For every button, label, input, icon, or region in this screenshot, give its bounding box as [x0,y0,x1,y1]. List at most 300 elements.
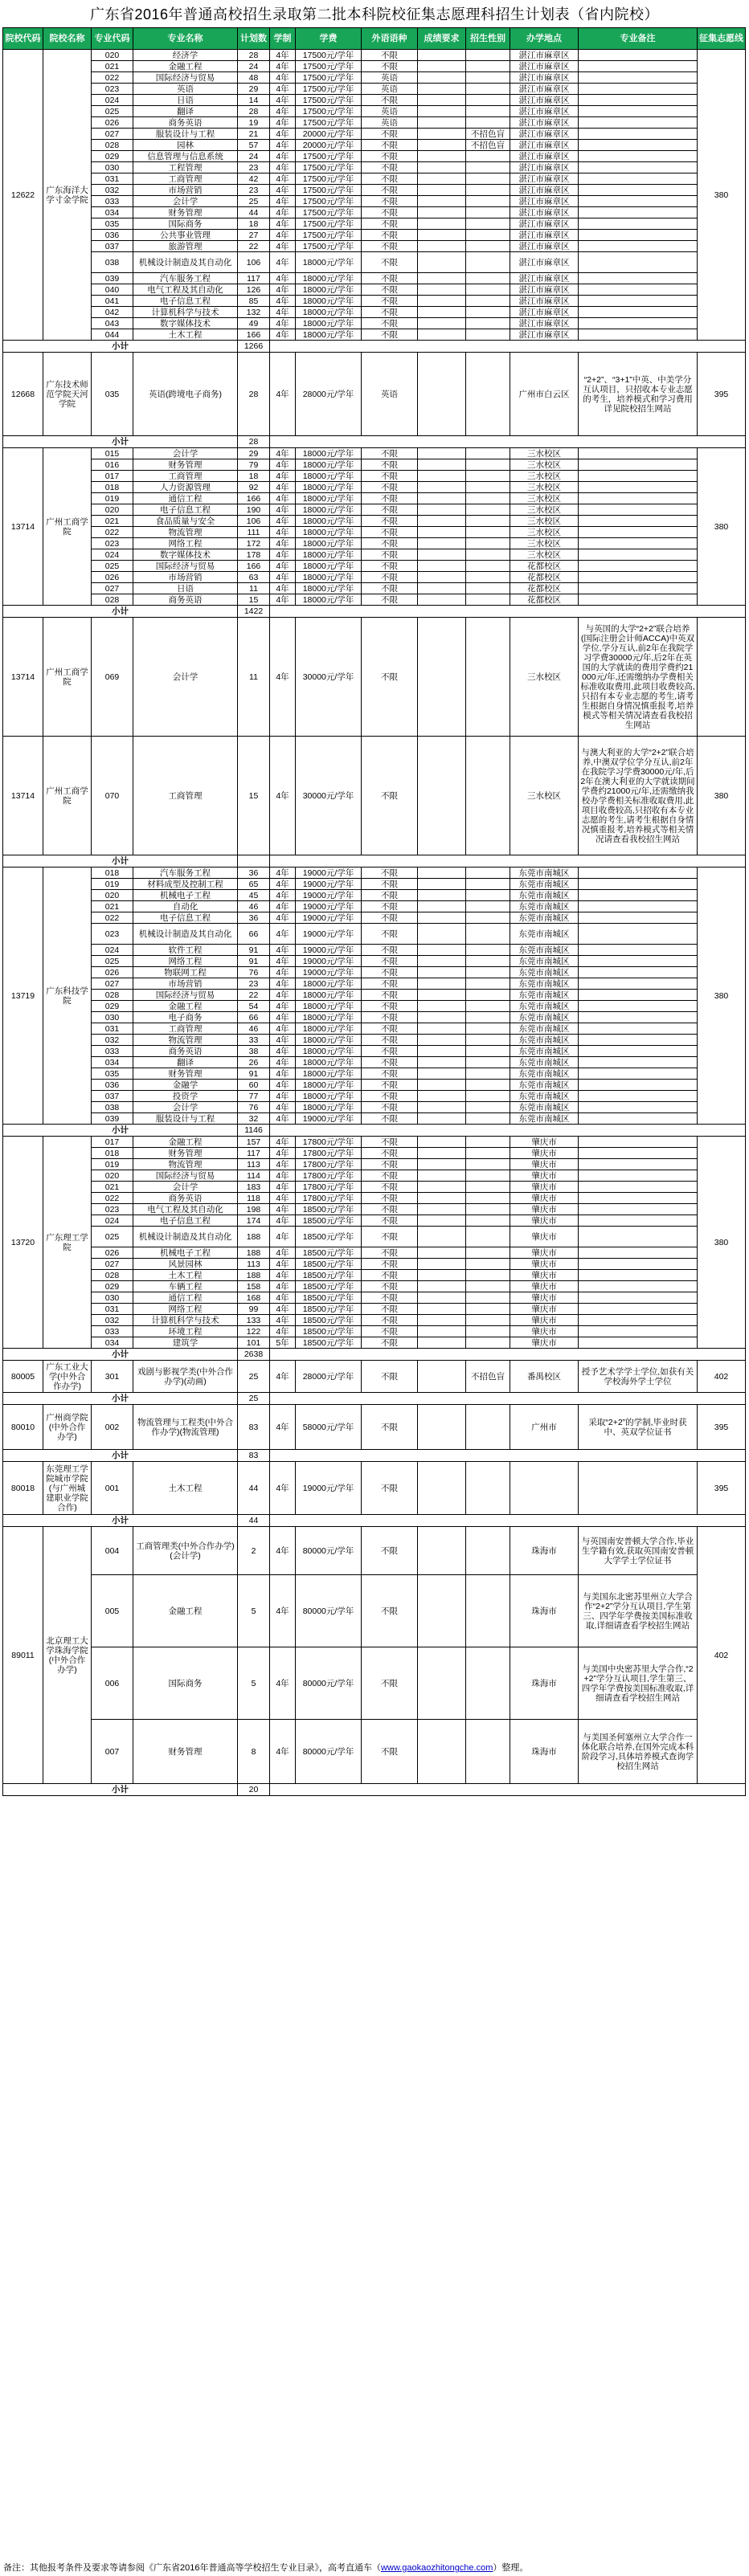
campus-location: 湛江市麻章区 [510,162,579,174]
major-remark [579,72,698,84]
major-code: 033 [92,196,133,207]
footer-link[interactable]: www.gaokaozhitongche.com [380,2563,493,2573]
major-code: 022 [92,527,133,538]
major-remark [579,296,698,307]
tuition-fee: 17500元/学年 [296,174,362,185]
plan-count: 24 [238,151,270,162]
foreign-language: 不限 [362,924,418,945]
foreign-language: 不限 [362,1292,418,1304]
table-row [3,307,746,318]
score-requirement [418,1647,466,1720]
foreign-language: 不限 [362,1193,418,1204]
score-requirement [418,1137,466,1148]
table-row [3,448,746,459]
score-requirement [418,1326,466,1337]
major-name: 会计学 [133,618,238,737]
tuition-fee: 18000元/学年 [296,1068,362,1080]
table-row [3,252,746,273]
study-years: 4年 [270,901,296,912]
score-requirement [418,1575,466,1647]
plan-count: 32 [238,1113,270,1125]
gender-requirement [466,1204,510,1215]
school-code: 80005 [3,1361,43,1393]
major-name: 工商管理类(中外合作办学)(会计学) [133,1527,238,1575]
score-requirement [418,1148,466,1159]
foreign-language: 英语 [362,72,418,84]
score-requirement [418,1270,466,1281]
score-requirement [418,241,466,252]
score-requirement [418,1292,466,1304]
major-remark [579,196,698,207]
score-requirement [418,84,466,95]
major-remark [579,1292,698,1304]
gender-requirement [466,737,510,855]
score-requirement [418,912,466,924]
major-code: 027 [92,129,133,140]
gender-requirement [466,95,510,106]
foreign-language: 不限 [362,448,418,459]
tuition-fee: 17500元/学年 [296,72,362,84]
plan-count: 79 [238,459,270,471]
subtotal-filler [270,1349,746,1361]
major-name: 国际商务 [133,1647,238,1720]
campus-location: 肇庆市 [510,1193,579,1204]
major-name: 机械设计制造及其自动化 [133,252,238,273]
plan-count: 91 [238,1068,270,1080]
gender-requirement [466,990,510,1001]
table-row [3,594,746,606]
major-remark [579,1227,698,1247]
table-row [3,196,746,207]
table-row [3,117,746,129]
campus-location: 肇庆市 [510,1204,579,1215]
plan-count: 18 [238,471,270,482]
gender-requirement [466,1012,510,1023]
major-name: 工商管理 [133,1023,238,1035]
tuition-fee: 18000元/学年 [296,448,362,459]
major-code: 018 [92,482,133,493]
score-requirement [418,318,466,329]
tuition-fee: 18000元/学年 [296,273,362,284]
tuition-fee: 18000元/学年 [296,1012,362,1023]
gender-requirement [466,207,510,218]
plan-count: 133 [238,1315,270,1326]
gender-requirement [466,1137,510,1148]
campus-location: 肇庆市 [510,1270,579,1281]
score-requirement [418,1001,466,1012]
table-row [3,241,746,252]
tuition-fee: 18000元/学年 [296,1080,362,1091]
gender-requirement [466,1046,510,1057]
cutoff-score: 380 [698,1137,746,1349]
campus-location: 湛江市麻章区 [510,273,579,284]
study-years: 4年 [270,1113,296,1125]
foreign-language: 不限 [362,1304,418,1315]
gender-requirement [466,583,510,594]
subtotal-value: 1422 [238,606,270,618]
foreign-language: 不限 [362,296,418,307]
score-requirement [418,106,466,117]
tuition-fee: 18000元/学年 [296,549,362,561]
tuition-fee: 18000元/学年 [296,1057,362,1068]
score-requirement [418,516,466,527]
major-code: 025 [92,561,133,572]
major-name: 机械电子工程 [133,1247,238,1259]
campus-location: 湛江市麻章区 [510,140,579,151]
foreign-language: 不限 [362,241,418,252]
major-name: 计算机科学与技术 [133,307,238,318]
plan-table [2,27,746,1796]
campus-location: 湛江市麻章区 [510,117,579,129]
table-row [3,1315,746,1326]
score-requirement [418,1361,466,1393]
subtotal-filler [270,1450,746,1462]
school-code: 80018 [3,1462,43,1515]
table-row [3,1080,746,1091]
study-years: 4年 [270,1091,296,1102]
tuition-fee: 18500元/学年 [296,1227,362,1247]
major-remark [579,117,698,129]
study-years: 4年 [270,471,296,482]
campus-location: 肇庆市 [510,1215,579,1227]
campus-location: 东莞市南城区 [510,1102,579,1113]
study-years: 4年 [270,1080,296,1091]
tuition-fee: 17500元/学年 [296,61,362,72]
table-row [3,162,746,174]
years-header: 学制 [270,28,296,50]
foreign-language: 不限 [362,504,418,516]
gender-requirement [466,527,510,538]
tuition-fee: 18000元/学年 [296,318,362,329]
score-requirement [418,230,466,241]
plan-count: 117 [238,273,270,284]
major-code: 022 [92,912,133,924]
major-remark [579,1012,698,1023]
major-code: 026 [92,1247,133,1259]
gender-requirement [466,504,510,516]
major-name: 商务英语 [133,117,238,129]
study-years: 4年 [270,162,296,174]
major-remark [579,572,698,583]
major-name: 会计学 [133,1182,238,1193]
campus-location: 湛江市麻章区 [510,95,579,106]
tuition-fee: 17500元/学年 [296,241,362,252]
plan-count: 22 [238,990,270,1001]
campus-location: 湛江市麻章区 [510,241,579,252]
plan-count: 19 [238,117,270,129]
gender-requirement [466,318,510,329]
study-years: 4年 [270,174,296,185]
plan-count: 190 [238,504,270,516]
major-remark [579,1462,698,1515]
major-code: 037 [92,1091,133,1102]
table-row [3,912,746,924]
cutoff-score: 402 [698,1527,746,1784]
school-name: 东莞理工学院城市学院(与广州城建职业学院合作) [43,1462,92,1515]
major-remark [579,50,698,61]
study-years: 4年 [270,879,296,890]
foreign-language: 不限 [362,1315,418,1326]
major-code: 301 [92,1361,133,1393]
major-code: 020 [92,504,133,516]
table-row [3,1102,746,1113]
foreign-language: 不限 [362,538,418,549]
table-row [3,1057,746,1068]
plan-count: 24 [238,61,270,72]
campus-location: 三水校区 [510,504,579,516]
foreign-language: 不限 [362,482,418,493]
study-years: 4年 [270,1259,296,1270]
gender-requirement [466,1215,510,1227]
gender-requirement [466,1193,510,1204]
table-row [3,1462,746,1515]
campus-location: 湛江市麻章区 [510,284,579,296]
plan-count: 85 [238,296,270,307]
plan-count: 76 [238,967,270,978]
study-years: 4年 [270,890,296,901]
gender-requirement [466,1035,510,1046]
foreign-language: 不限 [362,901,418,912]
foreign-language: 不限 [362,527,418,538]
score-requirement [418,967,466,978]
tuition-fee: 17800元/学年 [296,1170,362,1182]
campus-location: 东莞市南城区 [510,890,579,901]
foreign-language: 不限 [362,1326,418,1337]
study-years: 4年 [270,196,296,207]
major-remark [579,1113,698,1125]
plan-count: 178 [238,549,270,561]
tuition-fee: 19000元/学年 [296,868,362,879]
study-years: 4年 [270,1068,296,1080]
campus-location: 肇庆市 [510,1148,579,1159]
score-requirement [418,1035,466,1046]
plan-count: 198 [238,1204,270,1215]
plan-count: 63 [238,572,270,583]
campus-location: 肇庆市 [510,1337,579,1349]
foreign-language: 不限 [362,252,418,273]
major-remark [579,230,698,241]
plan-count: 106 [238,252,270,273]
table-row [3,318,746,329]
subtotal-filler [270,1784,746,1796]
foreign-language: 不限 [362,174,418,185]
major-code: 028 [92,1270,133,1281]
school-name: 北京理工大学珠海学院(中外合作办学) [43,1527,92,1784]
table-row [3,737,746,855]
foreign-language: 不限 [362,1527,418,1575]
major-remark [579,448,698,459]
score-requirement [418,1405,466,1450]
major-remark: 与英国南安普顿大学合作,毕业生学籍有效,获取英国南安普顿大学学士学位证书 [579,1527,698,1575]
campus-location: 东莞市南城区 [510,901,579,912]
plan-count: 46 [238,1023,270,1035]
campus-location: 花都校区 [510,594,579,606]
major-remark [579,1337,698,1349]
gender-requirement [466,1462,510,1515]
score-requirement [418,1259,466,1270]
major-code: 024 [92,95,133,106]
foreign-language: 不限 [362,1057,418,1068]
school-name: 广东理工学院 [43,1137,92,1349]
foreign-language: 不限 [362,516,418,527]
score-requirement [418,1046,466,1057]
foreign-language: 不限 [362,890,418,901]
table-row [3,471,746,482]
score-requirement [418,307,466,318]
foreign-language: 英语 [362,117,418,129]
major-remark [579,1102,698,1113]
gender-requirement [466,1647,510,1720]
major-remark [579,1159,698,1170]
table-row [3,1720,746,1784]
major-remark [579,284,698,296]
campus-location: 三水校区 [510,538,579,549]
major-code: 022 [92,1193,133,1204]
major-code: 027 [92,1259,133,1270]
major-name: 服装设计与工程 [133,129,238,140]
study-years: 4年 [270,583,296,594]
score-requirement [418,459,466,471]
major-code: 033 [92,1326,133,1337]
tuition-fee: 18000元/学年 [296,252,362,273]
study-years: 4年 [270,50,296,61]
major-name: 服装设计与工程 [133,1113,238,1125]
major-remark [579,527,698,538]
gender-requirement [466,516,510,527]
plan-count: 15 [238,737,270,855]
study-years: 4年 [270,1292,296,1304]
table-row [3,956,746,967]
tuition-fee: 17800元/学年 [296,1137,362,1148]
major-name: 网络工程 [133,956,238,967]
table-row [3,1304,746,1315]
study-years: 4年 [270,978,296,990]
score-requirement [418,868,466,879]
major-remark [579,1148,698,1159]
school-code: 89011 [3,1527,43,1784]
major-remark [579,140,698,151]
foreign-language: 不限 [362,1001,418,1012]
score-requirement [418,1247,466,1259]
score-requirement [418,561,466,572]
major-name: 园林 [133,140,238,151]
campus-location: 肇庆市 [510,1182,579,1193]
subtotal-value [238,855,270,868]
tuition-fee: 18500元/学年 [296,1326,362,1337]
major-remark [579,549,698,561]
table-row [3,1405,746,1450]
tuition-fee: 17800元/学年 [296,1182,362,1193]
major-code: 031 [92,174,133,185]
foreign-language: 不限 [362,471,418,482]
gender-requirement [466,1315,510,1326]
score-requirement [418,1315,466,1326]
gender-requirement [466,912,510,924]
major-code: 022 [92,72,133,84]
foreign-language: 不限 [362,1720,418,1784]
plan-count: 11 [238,618,270,737]
major-name: 商务英语 [133,594,238,606]
score-requirement [418,572,466,583]
plan-count: 126 [238,284,270,296]
subtotal-filler [270,436,746,448]
plan-count: 5 [238,1647,270,1720]
gender-header: 招生性别 [466,28,510,50]
major-name: 国际经济与贸易 [133,1170,238,1182]
plan-count: 117 [238,1148,270,1159]
campus-location: 东莞市南城区 [510,1080,579,1091]
major-code: 020 [92,890,133,901]
gender-requirement [466,185,510,196]
remark-header: 专业备注 [579,28,698,50]
subtotal-row [3,1125,746,1137]
major-name: 电子信息工程 [133,912,238,924]
gender-requirement [466,1057,510,1068]
gender-requirement: 不招色盲 [466,1361,510,1393]
major-code: 032 [92,1035,133,1046]
study-years: 4年 [270,572,296,583]
major-name: 网络工程 [133,1304,238,1315]
table-row [3,1137,746,1148]
subtotal-row [3,341,746,353]
foreign-language: 不限 [362,967,418,978]
tuition-fee: 30000元/学年 [296,618,362,737]
subtotal-row [3,1393,746,1405]
study-years: 4年 [270,448,296,459]
score-requirement [418,956,466,967]
gender-requirement [466,296,510,307]
foreign-language: 不限 [362,1159,418,1170]
campus-location: 湛江市麻章区 [510,196,579,207]
tuition-fee: 17500元/学年 [296,106,362,117]
campus-location: 三水校区 [510,618,579,737]
subtotal-label: 小计 [3,855,238,868]
campus-location: 肇庆市 [510,1159,579,1170]
plan-count: 91 [238,956,270,967]
tuition-fee: 18000元/学年 [296,493,362,504]
gender-requirement [466,1575,510,1647]
major-name: 市场营销 [133,185,238,196]
tuition-fee: 80000元/学年 [296,1575,362,1647]
foreign-language: 不限 [362,493,418,504]
campus-location: 湛江市麻章区 [510,230,579,241]
campus-location: 花都校区 [510,572,579,583]
major-remark [579,241,698,252]
foreign-language: 不限 [362,583,418,594]
major-name: 人力资源管理 [133,482,238,493]
score-requirement [418,737,466,855]
table-row [3,1113,746,1125]
plan-count: 106 [238,516,270,527]
gender-requirement [466,967,510,978]
subtotal-filler [270,1515,746,1527]
campus-location: 东莞市南城区 [510,924,579,945]
major-name: 工商管理 [133,174,238,185]
campus-location: 肇庆市 [510,1292,579,1304]
tuition-fee: 18000元/学年 [296,1001,362,1012]
major-name: 电气工程及其自动化 [133,1204,238,1215]
major-name: 金融工程 [133,1137,238,1148]
major-remark [579,207,698,218]
score-requirement [418,990,466,1001]
table-row [3,572,746,583]
major-remark [579,129,698,140]
study-years: 4年 [270,737,296,855]
subtotal-label: 小计 [3,1515,238,1527]
tuition-fee: 58000元/学年 [296,1405,362,1450]
major-name: 国际经济与贸易 [133,72,238,84]
major-remark: 与英国的大学“2+2”联合培养(国际注册会计师ACCA)中英双学位,学分互认,前2年在我院学习学费30000元/年,后2年在英国的大学就读的费用学费约21000元/年,还需缴纳办学费相关标准收取费用,此项目收费较高,只招有本专业志愿的考生,请考生根据自身情况慎重报考,培养模式等相关情况请查看我校招生网站 [579,618,698,737]
